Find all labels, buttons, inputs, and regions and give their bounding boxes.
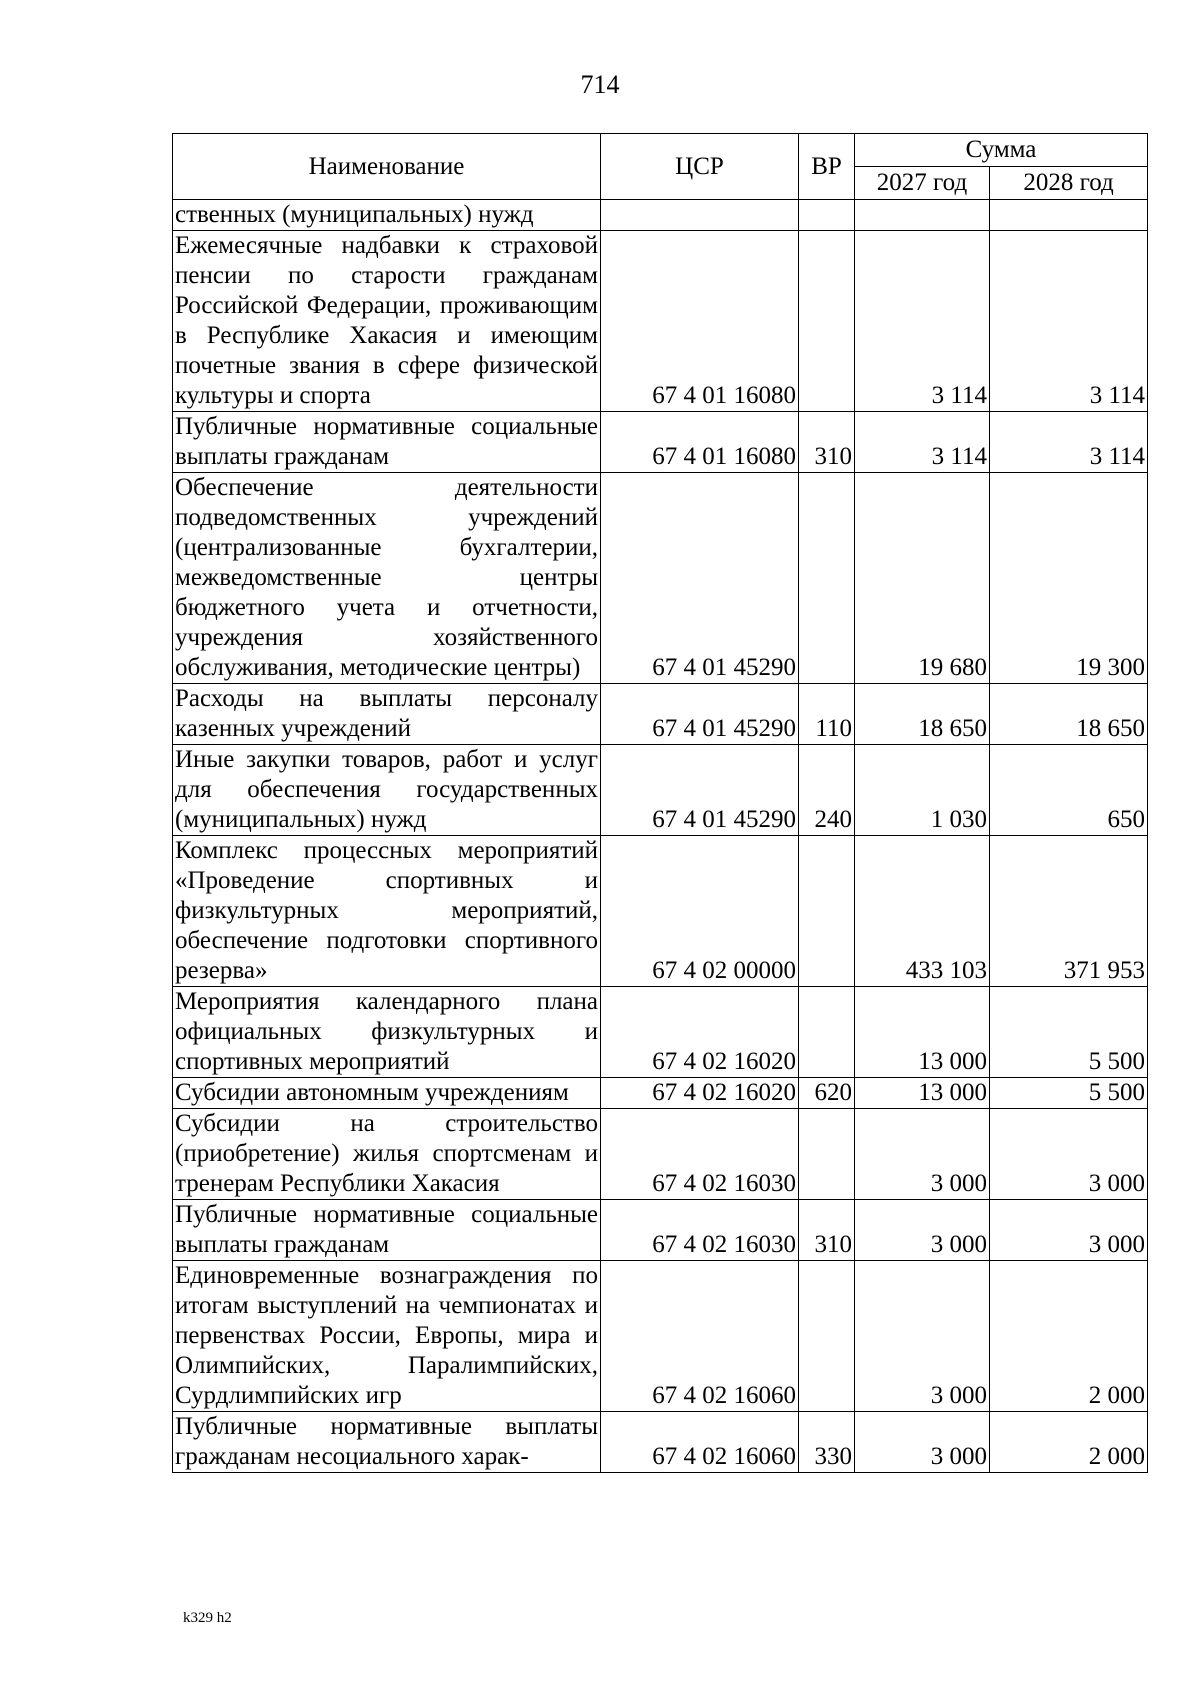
row-vr: 240	[799, 745, 855, 836]
table-row	[173, 1261, 1148, 1412]
row-sum-2028: 3 114	[990, 231, 1148, 412]
row-sum-2027: 13 000	[855, 1078, 990, 1109]
table-row	[173, 684, 1148, 745]
row-csr: 67 4 01 16080	[601, 231, 799, 412]
row-csr: 67 4 02 16030	[601, 1200, 799, 1261]
row-sum-2027: 18 650	[855, 684, 990, 745]
table-row	[173, 200, 1148, 231]
row-csr: 67 4 02 00000	[601, 836, 799, 987]
row-csr: 67 4 01 45290	[601, 745, 799, 836]
row-csr: 67 4 02 16020	[601, 987, 799, 1078]
row-sum-2028: 3 000	[990, 1200, 1148, 1261]
footer-code: k329 h2	[183, 1610, 232, 1626]
row-name: Публичные нормативные социальные выплаты гражданам	[173, 1200, 601, 1261]
header-year-2027: 2027 год	[855, 167, 990, 200]
table-row	[173, 836, 1148, 987]
row-csr: 67 4 01 16080	[601, 412, 799, 473]
row-sum-2027: 3 000	[855, 1200, 990, 1261]
row-sum-2027: 13 000	[855, 987, 990, 1078]
row-csr: 67 4 01 45290	[601, 684, 799, 745]
row-csr: 67 4 02 16020	[601, 1078, 799, 1109]
row-sum-2027: 19 680	[855, 473, 990, 684]
table-row	[173, 1412, 1148, 1473]
row-name: ственных (муниципальных) нужд	[173, 200, 601, 231]
row-vr	[799, 231, 855, 412]
row-name: Субсидии автономным учреждениям	[173, 1078, 601, 1109]
row-name: Мероприятия календарного плана официальных физкультурных и спортивных мероприятий	[173, 987, 601, 1078]
row-name: Публичные нормативные выплаты гражданам несоциального харак-	[173, 1412, 601, 1473]
row-name: Иные закупки товаров, работ и услуг для обеспечения государственных (муниципальных) нужд	[173, 745, 601, 836]
header-vr: ВР	[799, 134, 855, 200]
table-row	[173, 231, 1148, 412]
row-vr: 110	[799, 684, 855, 745]
row-vr	[799, 1109, 855, 1200]
row-csr: 67 4 01 45290	[601, 473, 799, 684]
row-name: Комплекс процессных мероприятий «Проведение спортивных и физкультурных мероприятий, обеспечение подготовки спортивного резерва»	[173, 836, 601, 987]
row-vr: 620	[799, 1078, 855, 1109]
row-sum-2027: 3 000	[855, 1261, 990, 1412]
row-vr	[799, 836, 855, 987]
header-name: Наименование	[173, 134, 601, 200]
row-vr	[799, 1261, 855, 1412]
table-row	[173, 987, 1148, 1078]
header-year-2028: 2028 год	[990, 167, 1148, 200]
row-sum-2028: 2 000	[990, 1261, 1148, 1412]
row-sum-2027: 433 103	[855, 836, 990, 987]
row-sum-2027	[855, 200, 990, 231]
row-vr: 310	[799, 1200, 855, 1261]
row-sum-2028: 2 000	[990, 1412, 1148, 1473]
row-sum-2028: 650	[990, 745, 1148, 836]
table-row	[173, 1109, 1148, 1200]
row-sum-2028: 18 650	[990, 684, 1148, 745]
row-name: Единовременные вознаграждения по итогам выступлений на чемпионатах и первенствах России, Европы, мира и Олимпийских, Паралимпийских, Сурдлимпийских игр	[173, 1261, 601, 1412]
row-vr: 310	[799, 412, 855, 473]
row-sum-2027: 1 030	[855, 745, 990, 836]
header-csr: ЦСР	[601, 134, 799, 200]
table-row	[173, 1200, 1148, 1261]
row-name: Ежемесячные надбавки к страховой пенсии по старости гражданам Российской Федерации, проживающим в Республике Хакасия и имеющим почетные звания в сфере физической культуры и спорта	[173, 231, 601, 412]
row-csr	[601, 200, 799, 231]
row-csr: 67 4 02 16030	[601, 1109, 799, 1200]
row-sum-2028: 5 500	[990, 1078, 1148, 1109]
row-sum-2028: 5 500	[990, 987, 1148, 1078]
table-row	[173, 412, 1148, 473]
row-sum-2028: 3 114	[990, 412, 1148, 473]
row-sum-2028: 3 000	[990, 1109, 1148, 1200]
row-vr	[799, 473, 855, 684]
row-name: Субсидии на строительство (приобретение) жилья спортсменам и тренерам Республики Хакасия	[173, 1109, 601, 1200]
page-number: 714	[580, 70, 620, 99]
row-name: Расходы на выплаты персоналу казенных учреждений	[173, 684, 601, 745]
row-sum-2027: 3 114	[855, 412, 990, 473]
header-sum: Сумма	[855, 134, 1148, 167]
row-name: Обеспечение деятельности подведомственных учреждений (централизованные бухгалтерии, межведомственные центры бюджетного учета и отчетности, учреждения хозяйственного обслуживания, методические центры)	[173, 473, 601, 684]
row-sum-2028: 371 953	[990, 836, 1148, 987]
row-csr: 67 4 02 16060	[601, 1261, 799, 1412]
row-csr: 67 4 02 16060	[601, 1412, 799, 1473]
table-row	[173, 473, 1148, 684]
row-vr: 330	[799, 1412, 855, 1473]
row-sum-2027: 3 000	[855, 1412, 990, 1473]
row-name: Публичные нормативные социальные выплаты гражданам	[173, 412, 601, 473]
row-sum-2027: 3 114	[855, 231, 990, 412]
row-vr	[799, 200, 855, 231]
row-vr	[799, 987, 855, 1078]
budget-table	[172, 133, 1148, 1473]
row-sum-2027: 3 000	[855, 1109, 990, 1200]
table-row	[173, 1078, 1148, 1109]
table-row	[173, 745, 1148, 836]
row-sum-2028	[990, 200, 1148, 231]
row-sum-2028: 19 300	[990, 473, 1148, 684]
